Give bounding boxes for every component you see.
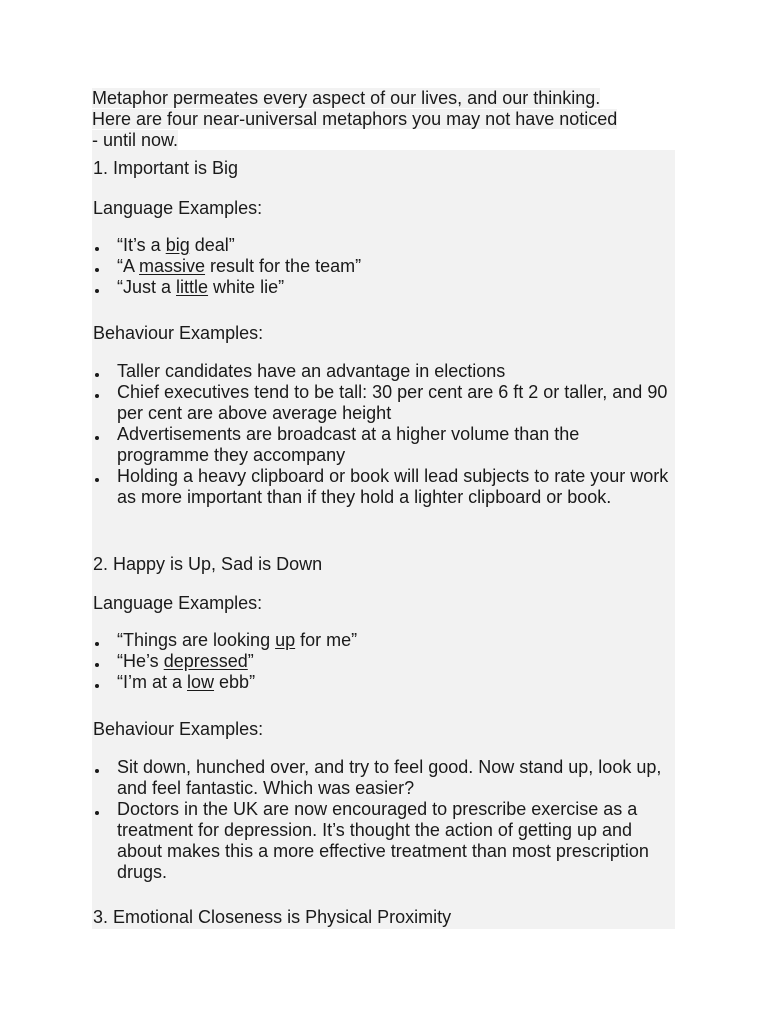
list-item: “A massive result for the team” [93,256,673,277]
section-1-language-label: Language Examples: [93,198,263,218]
section-2-title: 2. Happy is Up, Sad is Down [93,554,323,574]
section-1-language-list [93,235,673,298]
keyword: big [165,235,190,255]
keyword: massive [139,256,206,276]
intro-line: Metaphor permeates every aspect of our lives, and our thinking. [92,88,601,108]
list-item: Doctors in the UK are now encouraged to prescribe exercise as a treatment for depression. It’s thought the action of getting up and about makes this a more effective treatment than most prescription drugs. [93,799,673,883]
intro-paragraph [92,88,682,151]
list-item: Sit down, hunched over, and try to feel good. Now stand up, look up, and feel fantastic. Which was easier? [93,757,673,799]
list-item: “It’s a big deal” [93,235,673,256]
keyword: low [187,672,215,692]
section-2-behaviour-list [93,757,673,883]
list-item: Holding a heavy clipboard or book will lead subjects to rate your work as more important than if they hold a lighter clipboard or book. [93,466,673,508]
section-1-behaviour-list [93,361,673,508]
list-item: “Things are looking up for me” [93,630,673,651]
list-item: “I’m at a low ebb” [93,672,673,693]
list-item: “He’s depressed” [93,651,673,672]
intro-line: Here are four near-universal metaphors you may not have noticed [92,109,618,129]
keyword: little [176,277,209,297]
section-2-language-list [93,630,673,693]
keyword: up [275,630,296,650]
section-3-title: 3. Emotional Closeness is Physical Proximity [93,907,452,927]
section-2-language-label: Language Examples: [93,593,263,613]
keyword: depressed [163,651,248,671]
list-item: “Just a little white lie” [93,277,673,298]
intro-line: - until now. [92,130,179,150]
section-1-title: 1. Important is Big [93,158,239,178]
list-item: Chief executives tend to be tall: 30 per cent are 6 ft 2 or taller, and 90 per cent are above average height [93,382,673,424]
list-item: Advertisements are broadcast at a higher volume than the programme they accompany [93,424,673,466]
section-2-behaviour-label: Behaviour Examples: [93,719,264,739]
section-1-behaviour-label: Behaviour Examples: [93,323,264,343]
list-item: Taller candidates have an advantage in elections [93,361,673,382]
